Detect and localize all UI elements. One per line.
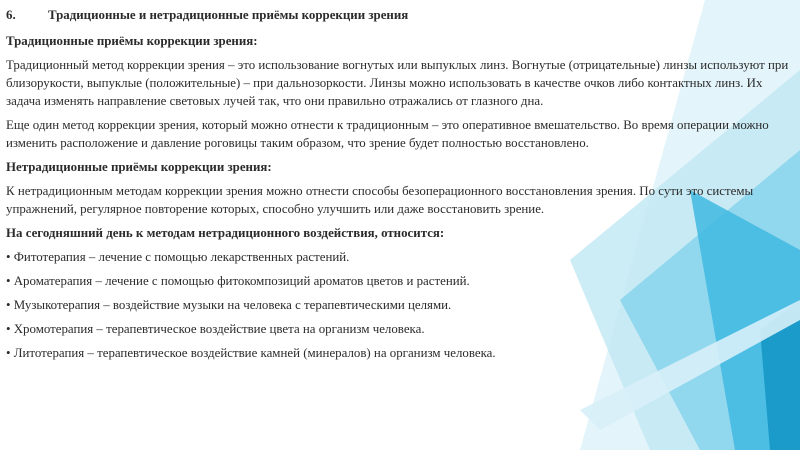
list-item-music-therapy: • Музыкотерапия – воздействие музыки на человека с терапевтическими целями. [6, 298, 452, 312]
list-item-phytotherapy: • Фитотерапия – лечение с помощью лекарственных растений. [6, 250, 350, 264]
nontraditional-paragraph-1: К нетрадиционным методам коррекции зрения можно отнести способы безоперационного восстановления зрения. По сути это системы упражнений, регулярное повторение которых, способно улучшить или даже восстановить зрение. [6, 184, 754, 216]
list-item-chromotherapy: • Хромотерапия – терапевтическое воздействие цвета на организм человека. [6, 322, 425, 336]
section-number: 6. [6, 8, 16, 22]
slide-content [6, 6, 796, 368]
traditional-paragraph-1: Традиционный метод коррекции зрения – это использование вогнутых или выпуклых линз. Вогнутые (отрицательные) линзы используют при близорукости, выпуклые (положительные) – при дальнозоркости. Линзы можно использовать в качестве очков либо контактных линз. Их задача изменять направление световых лучей так, что они правильно отражались от глазного дна. [6, 58, 789, 108]
list-item-aromatherapy: • Ароматерапия – лечение с помощью фитокомпозиций ароматов цветов и растений. [6, 274, 470, 288]
list-item-lithotherapy: • Литотерапия – терапевтическое воздействие камней (минералов) на организм человека. [6, 346, 496, 360]
slide-title [6, 6, 796, 24]
traditional-paragraph-2: Еще один метод коррекции зрения, который можно отнести к традиционным – это оперативное вмешательство. Во время операции можно изменить расположение и давление роговицы таким образом, что зрение будет полностью восстановлено. [6, 118, 769, 150]
nontraditional-heading: Нетрадиционные приёмы коррекции зрения: [6, 160, 272, 174]
section-title: Традиционные и нетрадиционные приёмы коррекции зрения [48, 8, 409, 22]
methods-heading: На сегодняшний день к методам нетрадиционного воздействия, относится: [6, 226, 445, 240]
traditional-heading: Традиционные приёмы коррекции зрения: [6, 34, 258, 48]
